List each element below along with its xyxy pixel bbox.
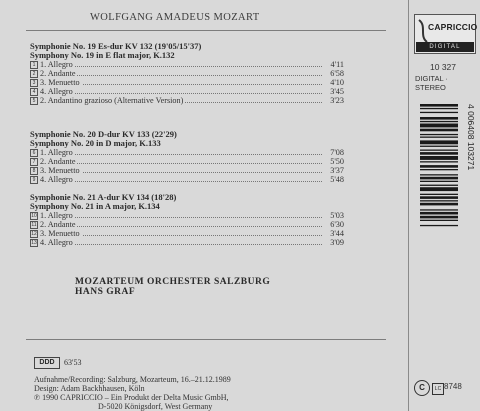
track-duration: 6'58 — [323, 69, 344, 78]
track-duration: 6'30 — [323, 220, 344, 229]
track-title: 2. Andante — [40, 69, 76, 78]
track-duration: 3'45 — [323, 87, 344, 96]
track-row — [30, 157, 344, 166]
track-number: 10 — [31, 213, 37, 219]
leader-dots — [44, 84, 324, 85]
leader-dots — [44, 217, 324, 218]
leader-dots — [44, 75, 324, 76]
track-row — [30, 78, 344, 87]
track-duration: 5'48 — [323, 175, 344, 184]
logo-digital: DIGITAL — [416, 42, 474, 52]
leader-dots — [44, 154, 324, 155]
track-title: 1. Allegro — [40, 211, 73, 220]
barcode-bar — [420, 146, 458, 147]
barcode-bar — [420, 225, 458, 226]
symphony-title: Symphony No. 19 in E flat major, K.132 — [30, 50, 175, 60]
lc-logo-icon: LC — [432, 383, 444, 395]
track-row — [30, 96, 344, 105]
barcode-bar — [420, 209, 458, 210]
barcode-bar — [420, 187, 458, 191]
barcode-bar — [420, 150, 458, 151]
barcode — [420, 100, 476, 326]
leader-dots — [44, 226, 324, 227]
track-title: 3. Menuetto — [40, 166, 80, 175]
ddd-badge: DDD — [34, 357, 60, 369]
track-number: 1 — [30, 61, 38, 69]
barcode-bar — [420, 181, 458, 182]
track-duration: 5'03 — [323, 211, 344, 220]
barcode-bar — [420, 174, 458, 175]
symphony-title: Symphony No. 20 in D major, K.133 — [30, 138, 161, 148]
barcode-bar — [420, 212, 458, 215]
barcode-bar — [420, 104, 458, 107]
barcode-bar — [420, 194, 458, 195]
track-number: 8 — [30, 167, 38, 175]
barcode-bar — [420, 152, 458, 155]
barcode-bar — [420, 117, 458, 120]
track-number: 13 — [31, 240, 37, 246]
track-title: 3. Menuetto — [40, 78, 80, 87]
credit-recording: Aufnahme/Recording: Salzburg, Mozarteum, 16.–21.12.1989 — [34, 375, 231, 384]
capriccio-logo — [414, 14, 476, 54]
track-number: 5 — [30, 97, 38, 105]
track-duration: 7'08 — [323, 148, 344, 157]
logo-name: CAPRICCIO — [428, 22, 478, 32]
symphony-title: Symphony No. 21 in A major, K.134 — [30, 201, 160, 211]
track-title: 1. Allegro — [40, 148, 73, 157]
track-row — [30, 211, 344, 220]
barcode-bar — [420, 169, 458, 170]
leader-dots — [44, 172, 324, 173]
track-number: 4 — [30, 88, 38, 96]
track-row — [30, 87, 344, 96]
track-title: 4. Allegro — [40, 87, 73, 96]
track-title: 2. Andante — [40, 157, 76, 166]
credit-address: D-5020 Königsdorf, West Germany — [98, 402, 213, 411]
track-number: 11 — [31, 222, 37, 228]
track-number: 7 — [30, 158, 38, 166]
leader-dots — [44, 163, 324, 164]
barcode-digits: 4 006408 103271 — [466, 104, 476, 171]
track-row — [30, 166, 344, 175]
digital-stereo: DIGITAL · STEREO — [415, 74, 448, 92]
track-title: 2. Andante — [40, 220, 76, 229]
track-duration: 4'10 — [323, 78, 344, 87]
symphony-title: Symphonie No. 21 A-dur KV 134 (18'28) — [30, 192, 177, 202]
leader-dots — [44, 93, 324, 94]
conductor-name: HANS GRAF — [75, 287, 136, 297]
barcode-bar — [420, 134, 458, 135]
track-title: 4. Allegro — [40, 175, 73, 184]
barcode-bar — [420, 200, 458, 201]
divider-bottom — [26, 339, 386, 340]
symphony-title: Symphonie No. 20 D-dur KV 133 (22'29) — [30, 129, 177, 139]
label-code: 8748 — [444, 382, 462, 391]
track-duration: 3'37 — [323, 166, 344, 175]
track-row — [30, 69, 344, 78]
barcode-bar — [420, 156, 458, 160]
credit-design: Design: Adam Backhhausen, Köln — [34, 384, 145, 393]
barcode-bar — [420, 203, 458, 206]
barcode-bar — [420, 216, 458, 219]
track-row — [30, 220, 344, 229]
barcode-bar — [420, 177, 458, 180]
barcode-bar — [420, 129, 458, 132]
track-duration: 3'44 — [323, 229, 344, 238]
track-duration: 4'11 — [323, 60, 344, 69]
barcode-bar — [420, 185, 458, 186]
leader-dots — [44, 244, 324, 245]
barcode-bar — [420, 112, 458, 113]
barcode-bar — [420, 140, 458, 144]
track-duration: 3'09 — [323, 238, 344, 247]
track-duration: 5'50 — [323, 157, 344, 166]
barcode-bar — [420, 137, 458, 138]
track-number: 3 — [30, 79, 38, 87]
divider-top — [26, 30, 386, 31]
track-number: 2 — [30, 70, 38, 78]
barcode-bar — [420, 124, 458, 128]
track-title: 3. Menuetto — [40, 229, 80, 238]
track-number: 12 — [31, 231, 37, 237]
track-title: 4. Allegro — [40, 238, 73, 247]
divider-vertical — [408, 0, 409, 411]
track-row — [30, 148, 344, 157]
credit-publisher: ℗ 1990 CAPRICCIO – Ein Produkt der Delta Music GmbH, — [34, 393, 229, 402]
barcode-bar — [420, 220, 458, 221]
track-row — [30, 229, 344, 238]
symphony-title: Symphonie No. 19 Es-dur KV 132 (19'05/15'37) — [30, 41, 202, 51]
leader-dots — [44, 235, 324, 236]
track-row — [30, 60, 344, 69]
barcode-bar — [420, 165, 458, 168]
leader-dots — [44, 181, 324, 182]
track-title: 1. Allegro — [40, 60, 73, 69]
leader-dots — [44, 66, 324, 67]
barcode-bar — [420, 196, 458, 199]
track-number: 6 — [30, 149, 38, 157]
track-duration: 3'23 — [323, 96, 344, 105]
barcode-bar — [420, 108, 458, 109]
orchestra-name: MOZARTEUM ORCHESTER SALZBURG — [75, 277, 271, 287]
total-time: 63'53 — [64, 358, 82, 367]
barcode-bar — [420, 121, 458, 122]
composer-heading: WOLFGANG AMADEUS MOZART — [90, 12, 260, 23]
track-row — [30, 175, 344, 184]
track-title: 2. Andantino grazioso (Alternative Version) — [40, 96, 184, 105]
catalog-number: 10 327 — [430, 62, 456, 72]
pc-logo-icon: C — [414, 380, 430, 396]
track-number: 9 — [30, 176, 38, 184]
track-row — [30, 238, 344, 247]
barcode-bar — [420, 161, 458, 162]
